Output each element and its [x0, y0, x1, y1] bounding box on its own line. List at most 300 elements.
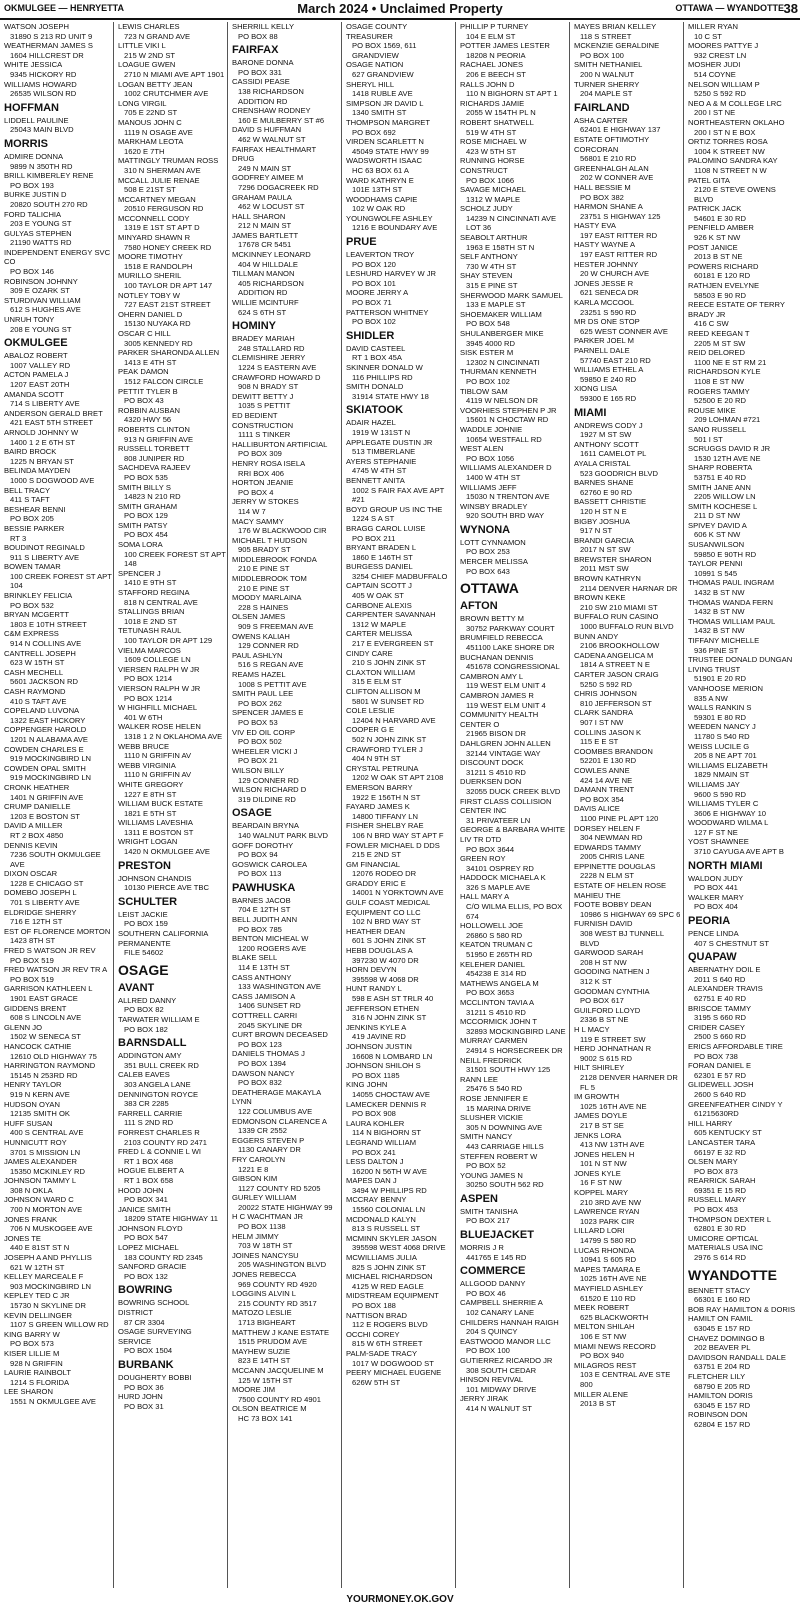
owner-address: RT 1 BOX 468 — [124, 1156, 174, 1166]
owner-name: SIMPSON JR DAVID L — [346, 98, 424, 108]
owner-address: 723 N GRAND AVE — [124, 31, 191, 41]
owner-name: FRED WATSON JR REV TR A — [4, 965, 108, 975]
owner-name: ALEXANDER TRAVIS — [688, 984, 763, 994]
listing-entry — [460, 1394, 568, 1413]
listing-entry — [688, 300, 797, 329]
listing-entry — [4, 745, 112, 764]
owner-address: 2600 S 640 RD — [694, 1089, 746, 1099]
owner-address: 11780 S 540 RD — [694, 731, 750, 741]
owner-address: 1225 N BRYAN ST — [10, 456, 74, 466]
owner-address: PO BOX 573 — [10, 1339, 54, 1349]
owner-name: BARONE DONNA — [232, 58, 294, 68]
owner-name: HARMON SHANE A — [574, 202, 643, 212]
listing-entry — [118, 665, 226, 684]
owner-address: 3195 S 660 RD — [694, 1013, 746, 1023]
listing-entry — [118, 780, 226, 799]
listing-entry — [118, 1243, 226, 1262]
listing-entry — [574, 279, 682, 298]
owner-name: DAMANN TRENT — [574, 785, 635, 795]
listing-entry — [346, 783, 454, 802]
owner-address: 936 PINE ST — [694, 645, 739, 655]
listing-entry — [688, 204, 797, 223]
listing-entry — [574, 1361, 682, 1390]
owner-address: 10986 S HIGHWAY 69 SPC 6 — [580, 909, 681, 919]
listing-entry — [232, 1088, 340, 1117]
owner-name: FLETCHER LILY — [688, 1371, 746, 1381]
listing-entry — [118, 761, 226, 780]
owner-name: WILLIAMS ETHEL A — [574, 365, 644, 375]
listing-entry — [346, 269, 454, 288]
owner-name: COWLES ANNE — [574, 765, 630, 775]
listing-entry — [460, 825, 568, 854]
owner-address: 911 S LIBERTY AVE — [10, 552, 80, 562]
owner-address: 598 E ASH ST TRLR 40 — [352, 994, 434, 1003]
owner-address: 12076 RODEO DR — [352, 869, 417, 879]
listing-entry — [4, 351, 112, 370]
owner-name: FAIRFAX HEALTHMART DRUG — [232, 144, 316, 164]
listing-entry — [232, 106, 340, 125]
owner-name: SEABOLT ARTHUR — [460, 233, 528, 243]
owner-address: 1418 RUBLE AVE — [352, 89, 413, 99]
listing-entry — [4, 1100, 112, 1119]
owner-address: 1311 E BOSTON ST — [124, 827, 194, 837]
owner-name: CASS JAMISON A — [232, 991, 296, 1001]
owner-name: CRUMP DANIELLE — [4, 802, 71, 812]
listing-entry — [574, 164, 682, 183]
listing-entry — [4, 984, 112, 1003]
listing-entry — [346, 1272, 454, 1291]
owner-name: HOGUE ELBERT A — [118, 1166, 184, 1176]
owner-address: 701 S LIBERTY AVE — [10, 898, 80, 908]
owner-name: BARNES JACOB — [232, 895, 291, 905]
owner-name: DISCOUNT DOCK — [460, 758, 524, 768]
owner-address: 2106 BROOKHOLLOW — [580, 641, 660, 651]
listing-entry — [4, 1195, 112, 1214]
owner-name: VANHOOSE MERION — [688, 683, 763, 693]
owner-name: CASH MECHELL — [4, 667, 64, 677]
owner-address: PO BOX 1214 — [124, 674, 173, 684]
owner-address: 928 N GRIFFIN — [10, 1358, 63, 1368]
owner-address: 215 COUNTY RD 3517 — [238, 1298, 317, 1308]
owner-name: REARRICK SARAH — [688, 1176, 756, 1186]
town-heading: FAIRLAND — [574, 101, 630, 114]
owner-address: 25476 S 540 RD — [466, 1084, 523, 1094]
owner-name: CURT BROWN DECEASED — [232, 1030, 328, 1040]
owner-address: 312 K ST — [580, 977, 612, 986]
listing-entry — [118, 310, 226, 329]
owner-address: 2228 N ELM ST — [580, 871, 635, 881]
owner-name: HOLLOWELL JOE — [460, 921, 524, 931]
listing-entry — [232, 478, 340, 497]
listing-entry — [4, 171, 112, 190]
listing-entry — [574, 948, 682, 967]
listing-entry — [4, 1042, 112, 1061]
listing-entry — [688, 761, 797, 780]
listing-entry — [4, 1387, 112, 1406]
owner-address: 508 E 21ST ST — [124, 185, 176, 195]
listing-entry — [346, 1368, 454, 1387]
listing-entry — [574, 1226, 682, 1245]
owner-address: 1130 CANARY DR — [238, 1145, 301, 1155]
owner-address: 1502 W SENECA ST — [10, 1032, 81, 1042]
owner-name: SMITH GRAHAM — [118, 501, 178, 511]
owner-name: MATTHEW J KANE ESTATE — [232, 1327, 330, 1337]
owner-address: 66197 E 32 RD — [694, 1147, 746, 1157]
owner-name: STALLINGS BRIAN — [118, 607, 185, 617]
owner-name: DENNINGTON ROYCE — [118, 1089, 199, 1099]
owner-address: 608 S LINCOLN AVE — [10, 1013, 82, 1023]
owner-name: ARNOLD JOHNNY W — [4, 427, 79, 437]
owner-name: HAMILTON DORIS — [688, 1391, 753, 1401]
owner-name: CASSIDI PEASE — [232, 77, 290, 87]
listing-entry — [118, 742, 226, 761]
owner-address: PO BOX 43 — [124, 396, 164, 406]
owner-address: PO BOX 532 — [10, 600, 54, 610]
owner-name: HEBB DOUGLAS A — [346, 946, 413, 956]
owner-name: MAPES DAN J — [346, 1176, 397, 1186]
owner-name: COLLINS JASON K — [574, 727, 642, 737]
owner-address: 2103 COUNTY RD 2471 — [124, 1137, 208, 1147]
listing-entry — [232, 1049, 340, 1068]
owner-name: SMITH NETHANIEL — [574, 60, 643, 70]
owner-address: 1023 PARK CIR — [580, 1216, 635, 1226]
owner-address: 15145 N 253RD RD — [10, 1070, 78, 1080]
owner-name: VIERSON RALPH W JR — [118, 683, 201, 693]
owner-name: HASTY EVA — [574, 221, 616, 231]
owner-address: 404 N 9TH ST — [352, 754, 401, 764]
listing-entry — [118, 1128, 226, 1147]
owner-address: 59301 E 80 RD — [694, 712, 746, 722]
owner-name: C&M EXPRESS — [4, 629, 59, 639]
owner-name: COLE LESLIE — [346, 706, 395, 716]
owner-name: WILLIAMS JAY — [688, 779, 740, 789]
owner-name: LAWRENCE RYAN — [574, 1207, 640, 1217]
listing-entry — [4, 428, 112, 447]
owner-address: RT 1 BOX 658 — [124, 1175, 174, 1185]
listing-entry — [232, 334, 340, 353]
listing-entry — [574, 1390, 682, 1409]
listing-entry — [688, 156, 797, 175]
owner-name: SMITH TANISHA — [460, 1206, 518, 1216]
listing-entry — [4, 486, 112, 505]
owner-address: PO BOX 52 — [466, 1161, 506, 1171]
owner-address: 716 E 12TH ST — [10, 917, 63, 927]
owner-address: 1319 E 1ST ST APT D — [124, 223, 200, 233]
owner-address: PO BOX 643 — [466, 566, 510, 576]
owner-address: 2011 MST SW — [580, 564, 629, 574]
owner-address: 2710 N MIAMI AVE APT 1901 — [124, 69, 225, 79]
owner-name: OSCAR C HILL — [118, 329, 171, 338]
town-heading: BARNSDALL — [118, 1037, 187, 1050]
owner-name: MILLER RYAN — [688, 22, 738, 31]
listing-entry — [4, 1291, 112, 1310]
owner-address: 825 S JOHN ZINK ST — [352, 1262, 426, 1272]
owner-name: OSAGE COUNTY TREASURER — [346, 22, 408, 41]
listing-entry — [346, 438, 454, 457]
owner-address: 1200 ROGERS AVE — [238, 943, 307, 953]
owner-name: DAVID CASTEEL — [346, 343, 406, 353]
owner-name: MILAGROS REST — [574, 1360, 637, 1370]
listing-entry — [574, 421, 682, 440]
owner-address: 395598 WEST 4068 DRIVE — [352, 1243, 446, 1253]
listing-entry — [574, 632, 682, 651]
owner-name: NATTISON BRAD — [346, 1310, 408, 1320]
owner-name: CLARK SANDRA — [574, 708, 634, 718]
owner-name: CHILDERS HANNAH RAIGH — [460, 1317, 559, 1327]
owner-address: 3945 4000 RD — [466, 338, 515, 348]
town-heading: SKIATOOK — [346, 404, 404, 417]
owner-address: 5801 W SUNSET RD — [352, 696, 425, 706]
listing-entry — [688, 780, 797, 799]
owner-name: WOODHAMS CAPIE — [346, 194, 418, 204]
town-heading: BURBANK — [118, 1359, 174, 1371]
listing-entry — [574, 517, 682, 536]
owner-name: JONES HELEN H — [574, 1149, 635, 1159]
owner-address: PO BOX 159 — [124, 919, 168, 929]
column-1 — [0, 22, 114, 1588]
listing-entry — [4, 229, 112, 248]
owner-address: 316 N JOHN ZINK ST — [352, 1013, 427, 1023]
owner-name: WILSON RICHARD D — [232, 785, 307, 795]
listing-entry — [4, 315, 112, 334]
listing-entry — [118, 818, 226, 837]
owner-address: PO BOX 1394 — [238, 1058, 287, 1068]
owner-name: WILLIAMS ELIZABETH — [688, 760, 768, 770]
listing-entry — [4, 370, 112, 389]
owner-address: 1609 COLLEGE LN — [124, 655, 191, 665]
listing-entry — [232, 212, 340, 231]
county-heading: WYANDOTTE — [688, 1266, 777, 1283]
owner-address: RT 3 — [10, 533, 27, 543]
listing-entry — [232, 896, 340, 915]
owner-name: WILLIAMS TYLER C — [688, 799, 759, 809]
owner-name: BOWRING SCHOOL DISTRICT — [118, 1298, 190, 1318]
owner-name: GLENN JO — [4, 1022, 42, 1032]
owner-address: 133 E MAPLE ST — [466, 300, 526, 310]
owner-address: 106 E ST NW — [580, 1331, 627, 1341]
listing-entry — [4, 783, 112, 802]
owner-address: 202 BEAVER PL — [694, 1343, 751, 1353]
owner-address: 10130 PIERCE AVE TBC — [124, 883, 209, 893]
owner-name: BRYAN MCGERTT — [4, 610, 69, 620]
owner-address: 835 A NW — [694, 693, 728, 703]
listing-entry — [4, 277, 112, 296]
owner-name: WHITE JESSICA — [4, 60, 63, 70]
owner-address: 62301 E 57 RD — [694, 1070, 746, 1080]
owner-address: 1919 W 131ST N — [352, 427, 411, 437]
owner-address: 1322 EAST HICKORY — [10, 715, 86, 725]
listing-entry — [118, 41, 226, 60]
owner-name: TIBLOW SAM — [460, 386, 508, 396]
owner-address: 1604 HILLCREST DR — [10, 50, 84, 60]
owner-address: 1224 S A ST — [352, 514, 395, 524]
owner-address: PO BOX 382 — [580, 192, 624, 202]
listing-entry — [574, 1169, 682, 1188]
owner-name: LEIST JACKIE — [118, 909, 168, 919]
owner-address: 12404 N HARVARD AVE — [352, 715, 436, 725]
owner-address: 114 W 7 — [238, 506, 266, 516]
owner-address: 907 I ST NW — [580, 717, 624, 727]
listing-entry — [460, 739, 568, 758]
owner-name: BROWN BETTY M — [460, 614, 524, 624]
owner-name: HANCOCK CATHIE — [4, 1041, 72, 1051]
owner-address: 115 E E ST — [580, 737, 619, 747]
owner-name: MOSHER JUDI — [688, 60, 741, 70]
owner-address: 405 RICHARDSON ADDITION RD — [238, 278, 304, 298]
owner-name: HUFF SUSAN — [4, 1118, 53, 1128]
owner-address: 1035 S PETTIT — [238, 401, 291, 411]
owner-name: GODFREY AIMEE M — [232, 173, 304, 183]
owner-name: PALOMINO SANDRA KAY — [688, 156, 778, 166]
owner-name: LITTLE VIKI L — [118, 41, 166, 51]
listing-entry — [232, 632, 340, 651]
listing-entry — [232, 1308, 340, 1327]
listing-entry — [688, 636, 797, 655]
owner-address: 20 W CHURCH AVE — [580, 269, 650, 279]
listing-entry — [460, 329, 568, 348]
owner-name: EDMONSON CLARENCE A — [232, 1116, 327, 1126]
owner-address: 397230 W 4070 DR — [352, 955, 419, 965]
owner-address: 4745 W 4TH ST — [352, 466, 407, 476]
listing-entry — [346, 214, 454, 233]
owner-name: SELF ANTHONY — [460, 252, 518, 262]
listing-entry — [4, 116, 112, 135]
listing-entry — [460, 204, 568, 233]
owner-address: 197 EAST RITTER RD — [580, 250, 658, 260]
owner-name: LAURA KOHLER — [346, 1118, 405, 1128]
listing-entry — [460, 691, 568, 710]
owner-address: 14001 N YORKTOWN AVE — [352, 888, 444, 898]
owner-address: 2017 N ST SW — [580, 545, 631, 555]
owner-name: RALLS JOHN D — [460, 79, 515, 89]
owner-name: CADENA ANGELICA M — [574, 650, 654, 660]
owner-address: 612 S HUGHES AVE — [10, 305, 81, 315]
listing-entry — [4, 1023, 112, 1042]
owner-name: COOPER G E — [346, 725, 395, 735]
owner-address: PO BOX 785 — [238, 924, 282, 934]
listing-entry — [232, 992, 340, 1011]
owner-address: 1017 W DOGWOOD ST — [352, 1358, 434, 1368]
listing-entry — [460, 653, 568, 672]
listing-entry — [574, 689, 682, 708]
owner-address: 462 W WALNUT ST — [238, 134, 306, 144]
owner-name: CLEMISHIRE JERRY — [232, 353, 306, 363]
listing-entry — [574, 1044, 682, 1063]
owner-name: BUCHANAN DENNIS — [460, 652, 534, 662]
owner-address: PO BOX 873 — [694, 1166, 738, 1176]
listing-entry — [460, 940, 568, 959]
owner-name: BRILL KIMBERLEY RENE — [4, 171, 94, 181]
listing-entry — [232, 77, 340, 106]
owner-address: 818 N CENTRAL AVE — [124, 597, 198, 607]
owner-name: DOMEBO JOSEPH L — [4, 888, 77, 898]
column-5 — [456, 22, 570, 1588]
listing-entry — [460, 1036, 568, 1055]
listing-entry — [4, 1157, 112, 1176]
owner-address: 18209 STATE HIGHWAY 11 — [124, 1214, 218, 1224]
owner-address: 914 N COLLINS AVE — [10, 639, 82, 649]
owner-address: PO BOX 1569, 611 GRANDVIEW — [352, 41, 417, 60]
owner-address: 621 W 12TH ST — [10, 1262, 65, 1272]
listing-entry — [4, 908, 112, 927]
owner-address: 16 F ST NW — [580, 1178, 622, 1188]
listing-entry — [4, 1176, 112, 1195]
owner-address: 9345 HICKORY RD — [10, 69, 77, 79]
owner-name: OSAGE SURVEYING SERVICE — [118, 1327, 192, 1346]
owner-name: WILLIAM BUCK ESTATE — [118, 799, 203, 809]
owner-address: 310 N SHERMAN AVE — [124, 165, 201, 175]
listing-entry — [346, 1349, 454, 1368]
owner-name: SHULANBERGER MIKE — [460, 329, 544, 338]
listing-entry — [118, 252, 226, 271]
listing-entry — [574, 1150, 682, 1169]
owner-name: FRY CAROLYN — [232, 1154, 286, 1164]
owner-name: THURMAN KENNETH — [460, 367, 537, 377]
owner-address: 203 E YOUNG ST — [10, 219, 72, 229]
owner-name: BOYD GROUP US INC THE — [346, 504, 443, 514]
owner-address: 12302 N CINCINNATI — [466, 357, 540, 367]
owner-address: 315 E PINE ST — [466, 281, 518, 291]
owner-name: STAFFORD REGINA — [118, 588, 190, 598]
owner-address: 160 E MULBERRY ST #6 — [238, 115, 325, 125]
listing-entry — [460, 367, 568, 386]
owner-name: SANO RUSSELL — [688, 424, 747, 434]
listing-entry — [232, 651, 340, 670]
owner-address: 3701 S MISSION LN — [10, 1147, 81, 1157]
owner-name: CINDY CARE — [346, 648, 393, 658]
owner-name: SHERRILL KELLY — [232, 22, 295, 31]
owner-address: 59300 E 165 RD — [580, 393, 637, 403]
owner-name: GEORGE & BARBARA WHITE LIV TR DTD — [460, 825, 566, 844]
owner-address: 1530 12TH AVE NE — [694, 453, 761, 463]
owner-address: 1803 E 10TH STREET — [10, 619, 87, 629]
owner-address: 1340 SMITH ST — [352, 108, 407, 118]
owner-name: XIONG LISA — [574, 384, 618, 394]
owner-address: 101 N ST NW — [580, 1159, 627, 1169]
owner-name: WEBB BRUCE — [118, 741, 170, 751]
owner-address: PO BOX 441 — [694, 883, 738, 893]
listing-entry — [232, 1174, 340, 1193]
owner-address: 102 W OAK RD — [352, 204, 406, 214]
owner-address: 1214 S FLORIDA — [10, 1377, 70, 1387]
owner-address: 16200 N 56TH W AVE — [352, 1166, 427, 1176]
column-2 — [114, 22, 228, 1588]
owner-name: EST OF FLORENCE MORTON — [4, 926, 111, 936]
owner-address: 210 S JOHN ZINK ST — [352, 658, 426, 668]
owner-address: 451100 LAKE SHORE DR — [466, 643, 555, 653]
listing-entry — [232, 915, 340, 934]
listing-entry — [118, 910, 226, 929]
owner-name: MCKINNEY LEONARD — [232, 250, 311, 260]
listing-entry — [346, 176, 454, 195]
listing-entry — [346, 137, 454, 156]
listing-entry — [688, 1138, 797, 1157]
listing-entry — [232, 298, 340, 317]
owner-address: 205 8 NE APT 701 — [694, 751, 757, 761]
owner-name: H C WACHTMAN JR — [232, 1212, 304, 1222]
owner-name: MCCARTNEY MEGAN — [118, 194, 196, 204]
owner-name: ELDRIDGE SHERRY — [4, 907, 77, 917]
owner-address: PO BOX 502 — [238, 737, 282, 747]
owner-name: MINYARD SHAWN R — [118, 233, 191, 243]
owner-address: PO BOX 217 — [466, 1216, 510, 1226]
owner-address: 138 RICHARDSON ADDITION RD — [238, 86, 304, 106]
owner-address: 112 E ROGERS BLVD — [352, 1320, 428, 1330]
owner-name: FARRELL CARRIE — [118, 1108, 183, 1118]
owner-name: MOORE TIMOTHY — [118, 252, 183, 262]
owner-address: 110 N BIGHORN ST APT 1 — [466, 89, 558, 99]
town-heading: PRUE — [346, 236, 377, 249]
